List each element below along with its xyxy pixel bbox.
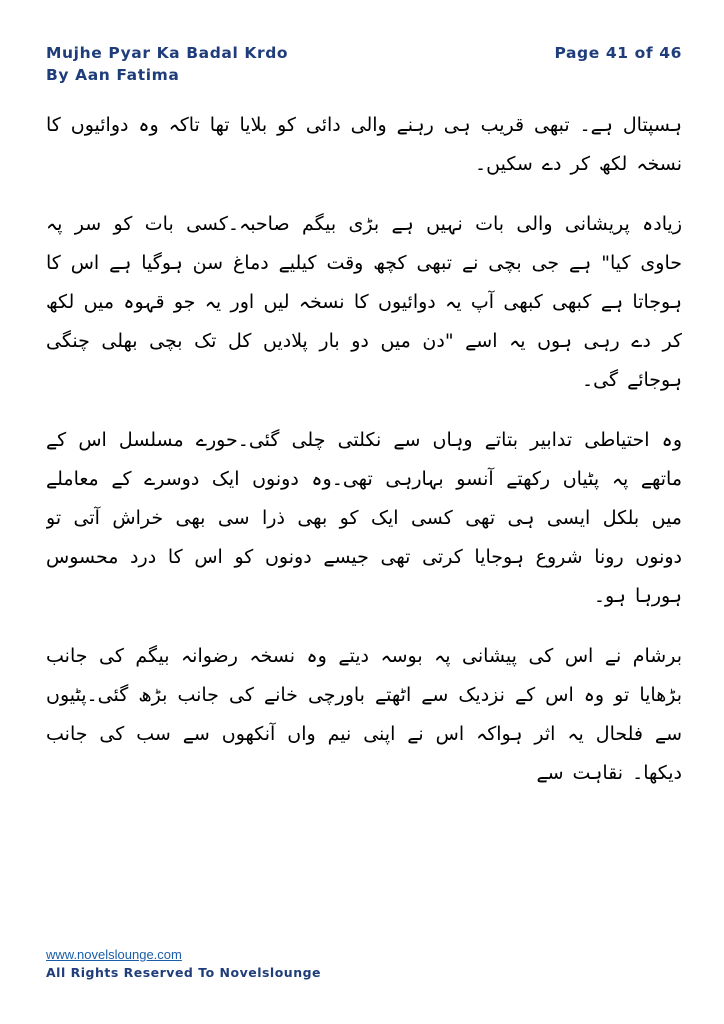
novel-title: Mujhe Pyar Ka Badal Krdo	[46, 44, 289, 62]
paragraph-1: ہسپتال ہے۔ تبھی قریب ہی رہنے والی دائی کو بلایا تھا تاکہ وہ دوائیوں کا نسخہ لکھ کر دے سکیں۔	[46, 114, 682, 175]
paragraph-4: برشام نے اس کی پیشانی پہ بوسہ دیتے وہ نسخہ رضوانہ بیگم کی جانب بڑھایا تو وہ اس کے نزدیک سے اٹھتے باورچی خانے کی جانب بڑھ گئی۔پٹیوں سے فلحال یہ اثر ہواکہ اس نے اپنی نیم واں آنکھوں سے سب کی جانب دیکھا۔ نقاہت سے	[46, 645, 682, 784]
paragraph-3: وہ احتیاطی تدابیر بتاتے وہاں سے نکلتی چلی گئی۔حورے مسلسل اس کے ماتھے پہ پٹیاں رکھتے آنسو بہارہی تھی۔وہ دونوں ایک دوسرے کے معاملے میں بلکل ایسی ہی تھی کسی ایک کو بھی ذرا سی بھی خراش آتی تو دونوں رونا شروع ہوجایا کرتی تھی جیسے دونوں کو اس کا درد محسوس ہورہا ہو۔	[46, 429, 682, 607]
author-name: By Aan Fatima	[46, 66, 180, 84]
rights-notice: All Rights Reserved To Novelslounge	[46, 965, 322, 980]
website-link[interactable]: www.novelslounge.com	[46, 947, 182, 962]
page-number: Page 41 of 46	[554, 44, 682, 62]
page-footer	[46, 947, 682, 980]
paragraph-2: زیادہ پریشانی والی بات نہیں ہے بڑی بیگم صاحبہ۔کسی بات کو سر پہ حاوی کیا" ہے جی بچی نے تبھی کچھ وقت کیلیے دماغ سن ہوگیا ہے اس کا ہوجاتا ہے کبھی کبھی آپ یہ دوائیوں کا نسخہ لیں اور یہ جو قہوہ میں لکھ کر دے رہی ہوں یہ اسے "دن میں دو بار پلادیں کل تک بچی بھلی چنگی ہوجائے گی۔	[46, 213, 682, 391]
page-header	[46, 44, 682, 92]
page-body	[46, 106, 682, 928]
